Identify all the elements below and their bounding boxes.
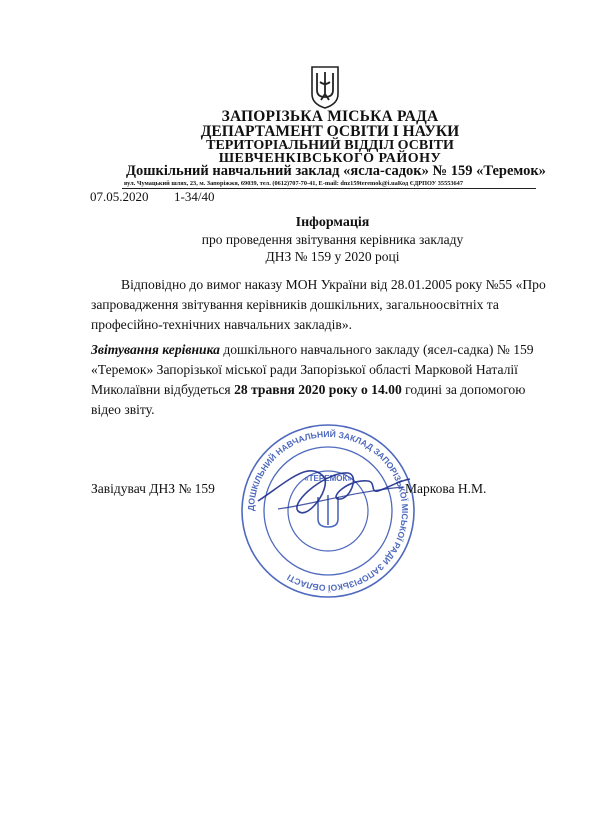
document-date: 07.05.2020	[90, 189, 149, 204]
paragraph-legal-basis: Відповідно до вимог наказу МОН України від 28.01.2005 року №55 «Про запровадження звітування керівників дошкільних, загальноосвітніх та професійно-технічних навчальних закладів».	[91, 277, 546, 332]
announcement-datetime: 28 травня 2020 року о 14.00	[234, 382, 402, 397]
header-institution: Дошкільний навчальний заклад «ясла-садок» № 159 «Теремок»	[126, 163, 546, 179]
announcement-text-a: дошкільного навчального закладу (ясел-садка) № 159 «Теремок» Запорізької міської ради Запорізької області Марковой Наталії Миколаївни відбудеться	[91, 342, 534, 397]
official-stamp	[238, 421, 418, 601]
stamp-inner-text: «ТЕРЕМОК»	[304, 474, 352, 483]
document-number: 1-34/40	[174, 189, 215, 204]
paragraph-announcement	[91, 340, 553, 420]
header-city-council: ЗАПОРІЗЬКА МІСЬКА РАДА	[221, 108, 439, 125]
document-subtitle-year: ДНЗ № 159 у 2020 році	[265, 249, 400, 264]
stamp-outer-text: ДОШКІЛЬНИЙ НАВЧАЛЬНИЙ ЗАКЛАД ЗАПОРІЗЬКОЇ МІСЬКОЇ РАДИ ЗАПОРІЗЬКОЇ ОБЛАСТІ	[245, 428, 411, 594]
announcement-text-b: годині за допомогою відео звіту.	[91, 382, 526, 417]
header-district: ШЕВЧЕНКІВСЬКОГО РАЙОНУ	[218, 151, 442, 166]
signatory-position: Завідувач ДНЗ № 159	[91, 481, 215, 496]
header-territorial-division: ТЕРИТОРІАЛЬНИЙ ВІДДІЛ ОСВІТИ	[206, 138, 454, 153]
document-subtitle: про проведення звітування керівника закладу	[201, 232, 464, 247]
trident-emblem-icon	[309, 64, 341, 110]
signatory-name: Маркова Н.М.	[405, 481, 487, 496]
announcement-emphasis: Звітування керівника	[91, 342, 220, 357]
header-department: ДЕПАРТАМЕНТ ОСВІТИ І НАУКИ	[200, 123, 460, 140]
document-title: Інформація	[295, 215, 370, 230]
header-address: вул. Чумацький шлях, 23, м. Запоріжжя, 69039, тел. (0612)707-70-41, E-mail: dnz159teremok@i.uaКод ЄДРПОУ 35553647	[124, 180, 463, 187]
